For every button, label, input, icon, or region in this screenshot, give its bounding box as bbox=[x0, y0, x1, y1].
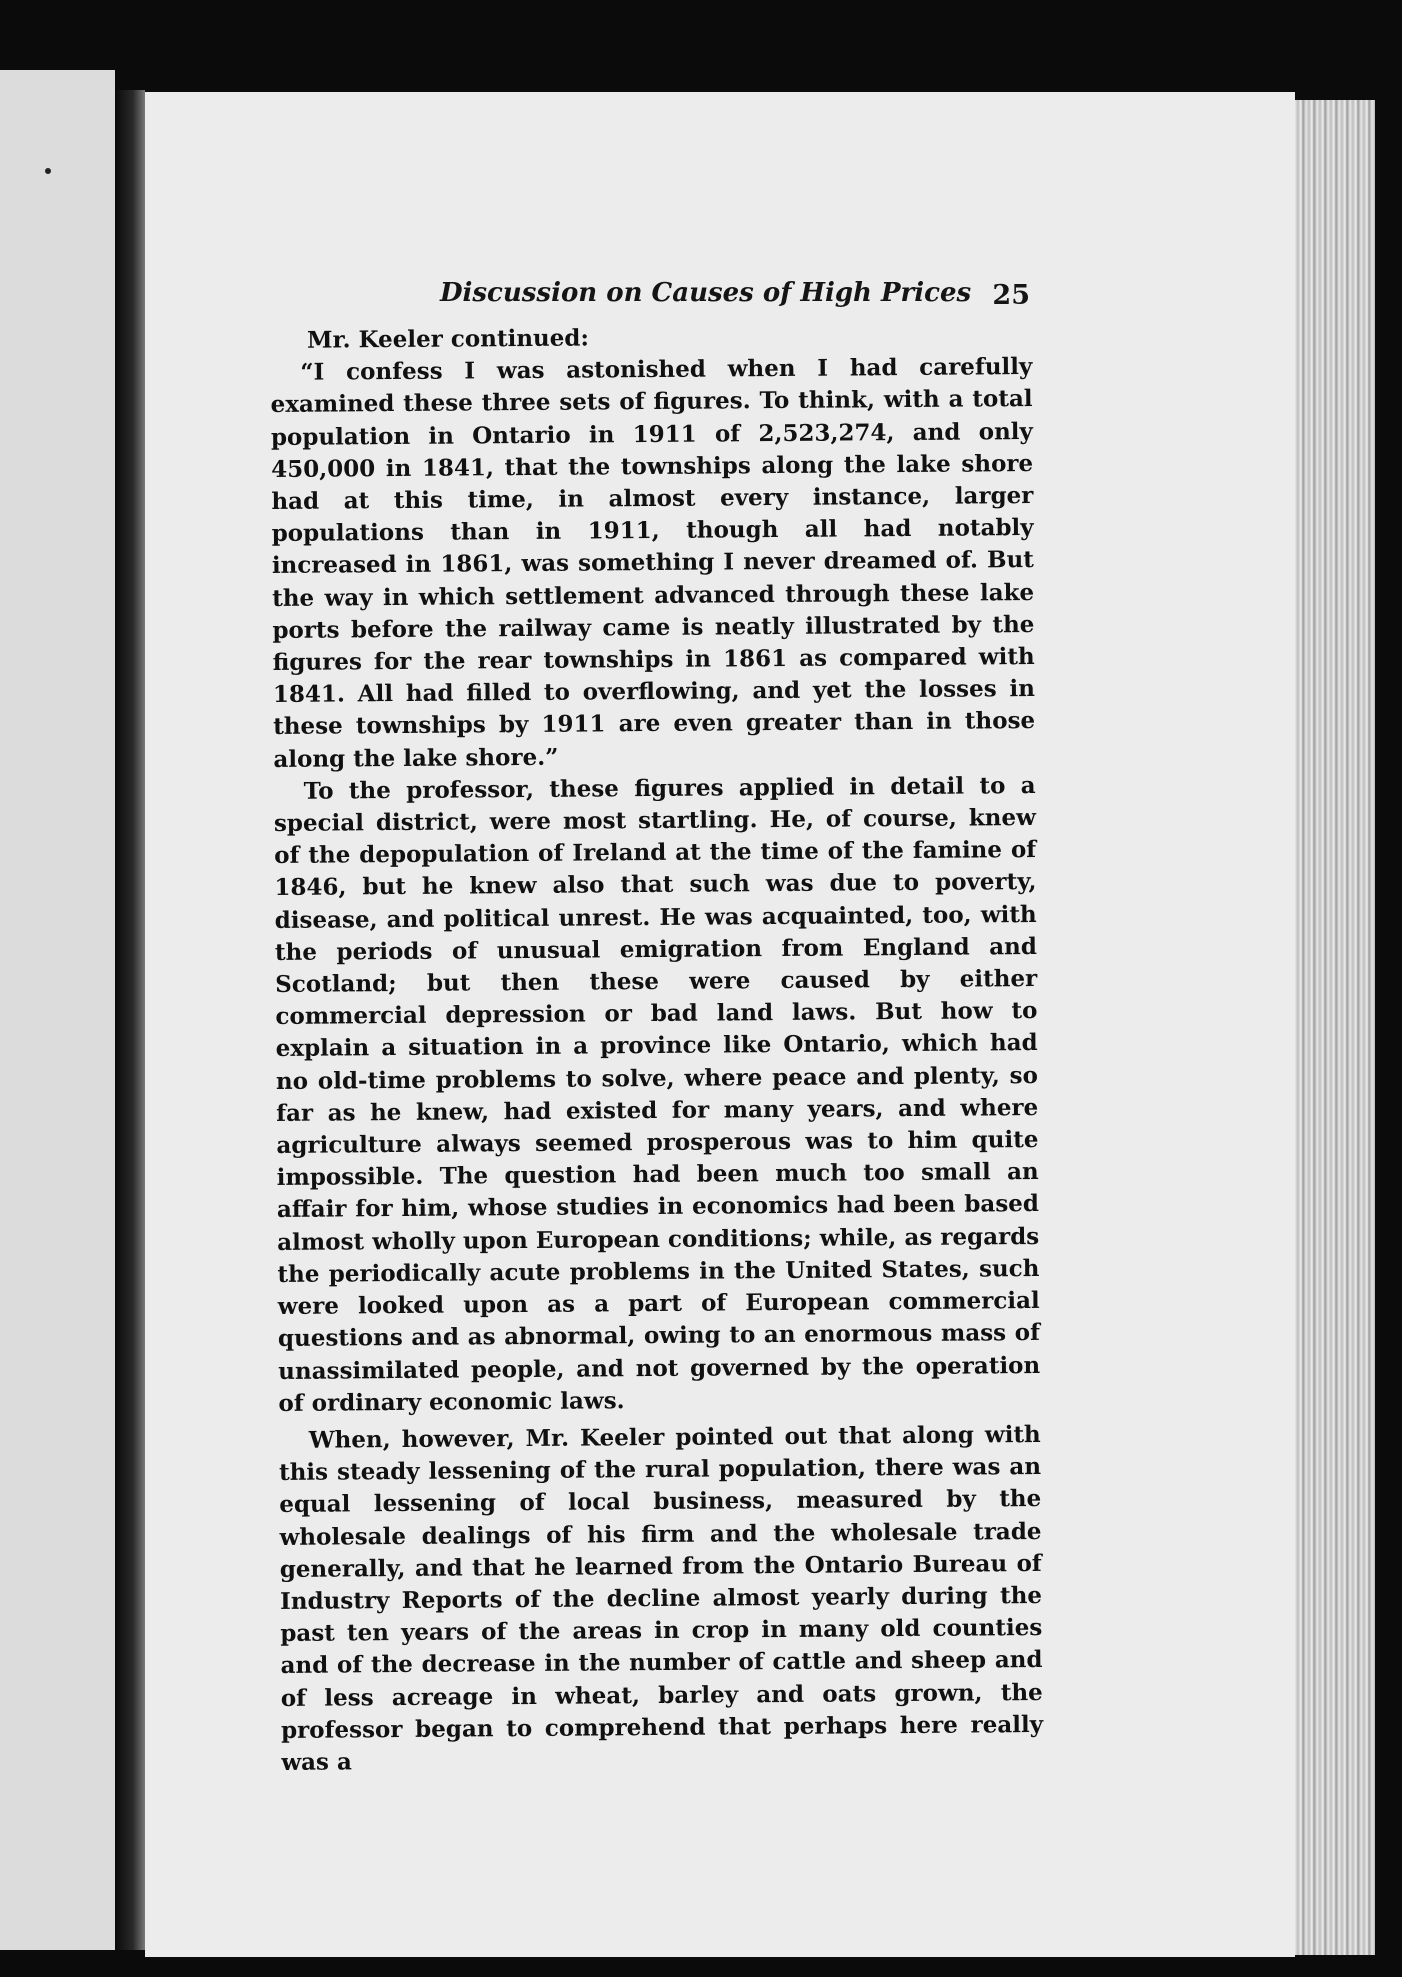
speaker-line: Mr. Keeler continued: bbox=[307, 324, 590, 354]
scan-speck bbox=[45, 168, 51, 174]
body-text bbox=[270, 319, 1043, 1779]
running-title: Discussion on Causes of High Prices bbox=[440, 278, 972, 308]
page-edges-stack bbox=[1295, 100, 1375, 1955]
paragraph-quote: “I confess I was astonished when I had carefully examined these three sets of figures. To think, with a total population in Ontario in 1911 of 2,523,274, and only 450,000 in 1841, that the townships along the lake shore had at this time, in almost every instance, larger populations than in 1911, though all had notably increased in 1861, was something I never dreamed of. But the way in which settlement advanced through these lake ports before the railway came is neatly illustrated by the figures for the rear townships in 1861 as compared with 1841. All had filled to overflowing, and yet the losses in these townships by 1911 are even greater than in those along the lake shore.” bbox=[270, 353, 1036, 773]
paragraph-professor: To the professor, these figures applied in detail to a special district, were most startling. He, of course, knew of the depopulation of Ireland at the time of the famine of 1846, but he knew also that such was due to poverty, disease, and political unrest. He was acquainted, too, with the periods of unusual emigration from England and Scotland; but then these were caused by either commercial depression or bad land laws. But how to explain a situation in a province like Ontario, which had no old-time problems to solve, where peace and plenty, so far as he knew, had existed for many years, and where agriculture always seemed prosperous was to him quite impossible. The question had been much too small an affair for him, whose studies in economics had been based almost wholly upon European conditions; while, as regards the periodically acute problems in the United States, such were looked upon as a part of European commercial questions and as abnormal, owing to an enormous mass of unassimilated people, and not governed by the operation of ordinary economic laws. bbox=[273, 771, 1041, 1417]
adjacent-page-edge bbox=[0, 70, 115, 1950]
paragraph-however: When, however, Mr. Keeler pointed out that along with this steady lessening of the rural population, there was an equal lessening of local business, measured by the wholesale dealings of his firm and the wholesale trade generally, and that he learned from the Ontario Bureau of Industry Reports of the decline almost yearly during the past ten years of the areas in crop in many old counties and of the decrease in the number of cattle and sheep and of less acreage in wheat, barley and oats grown, the professor began to comprehend that perhaps here really was a bbox=[278, 1420, 1044, 1776]
running-head bbox=[440, 278, 1030, 318]
page-number: 25 bbox=[992, 280, 1030, 311]
book-gutter bbox=[115, 90, 145, 1950]
